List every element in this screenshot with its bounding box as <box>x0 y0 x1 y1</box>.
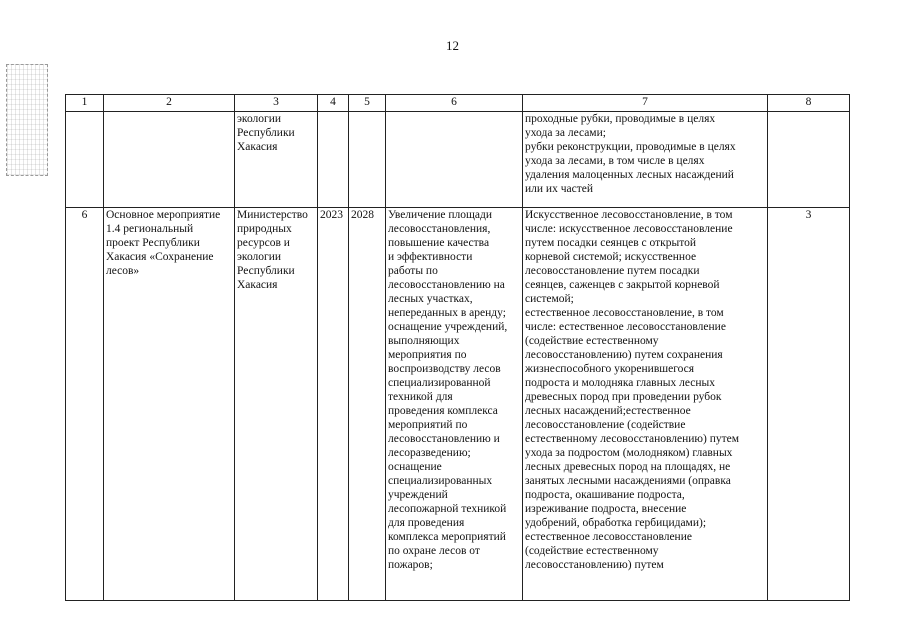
executor-cell: экологии Республики Хакасия <box>235 112 318 208</box>
measures-table <box>65 94 850 601</box>
activities-cell: проходные рубки, проводимые в целях ухода за лесами; рубки реконструкции, проводимые в целях ухода за лесами, в том числе в целях удаления малоценных лесных насаждений или их частей <box>523 112 768 208</box>
header-cell: 1 <box>66 95 104 112</box>
expected-result-cell <box>386 112 523 208</box>
measure-name-cell: Основное мероприятие 1.4 региональный проект Республики Хакасия «Сохранение лесов» <box>104 208 235 601</box>
page-number: 12 <box>446 38 459 53</box>
margin-stamp <box>6 64 48 176</box>
end-year-cell <box>349 112 386 208</box>
header-cell: 2 <box>104 95 235 112</box>
row-number-cell: 6 <box>66 208 104 601</box>
end-year-cell: 2028 <box>349 208 386 601</box>
expected-result-cell: Увеличение площади лесовосстановления, повышение качества и эффективности работы по лесовосстановлению на лесных участках, непереданных в аренду; оснащение учреждений, выполняющих мероприятия по воспроизводству лесов специализированной техникой для проведения комплекса мероприятий по лесовосстановлению и лесоразведению; оснащение специализированных учреждений лесопожарной техникой для проведения комплекса мероприятий по охране лесов от пожаров; <box>386 208 523 601</box>
header-cell: 7 <box>523 95 768 112</box>
activities-cell: Искусственное лесовосстановление, в том числе: искусственное лесовосстановление путем посадки сеянцев с открытой корневой системой; искусственное лесовосстановление путем посадки сеянцев, саженцев с закрытой корневой системой; естественное лесовосстановление, в том числе: естественное лесовосстановление (содействие естественному лесовосстановлению) путем сохранения жизнеспособного укоренившегося подроста и молодняка главных лесных древесных пород при проведении рубок лесных насаждений;естественное лесовосстановление (содействие естественному лесовосстановлению) путем ухода за подростом (молодняком) главных лесных древесных пород на площадях, не занятых лесными насаждениями (оправка подроста, окашивание подроста, изреживание подроста, внесение удобрений, обработка гербицидами); естественное лесовосстановление (содействие естественному лесовосстановлению) путем <box>523 208 768 601</box>
indicator-cell: 3 <box>768 208 850 601</box>
table-row <box>66 208 850 601</box>
header-cell: 3 <box>235 95 318 112</box>
row-number-cell <box>66 112 104 208</box>
measure-name-cell <box>104 112 235 208</box>
start-year-cell: 2023 <box>318 208 349 601</box>
table-header-row <box>66 95 850 112</box>
header-cell: 8 <box>768 95 850 112</box>
header-cell: 4 <box>318 95 349 112</box>
header-cell: 6 <box>386 95 523 112</box>
executor-cell: Министерство природных ресурсов и экологии Республики Хакасия <box>235 208 318 601</box>
start-year-cell <box>318 112 349 208</box>
table-row <box>66 112 850 208</box>
header-cell: 5 <box>349 95 386 112</box>
indicator-cell <box>768 112 850 208</box>
